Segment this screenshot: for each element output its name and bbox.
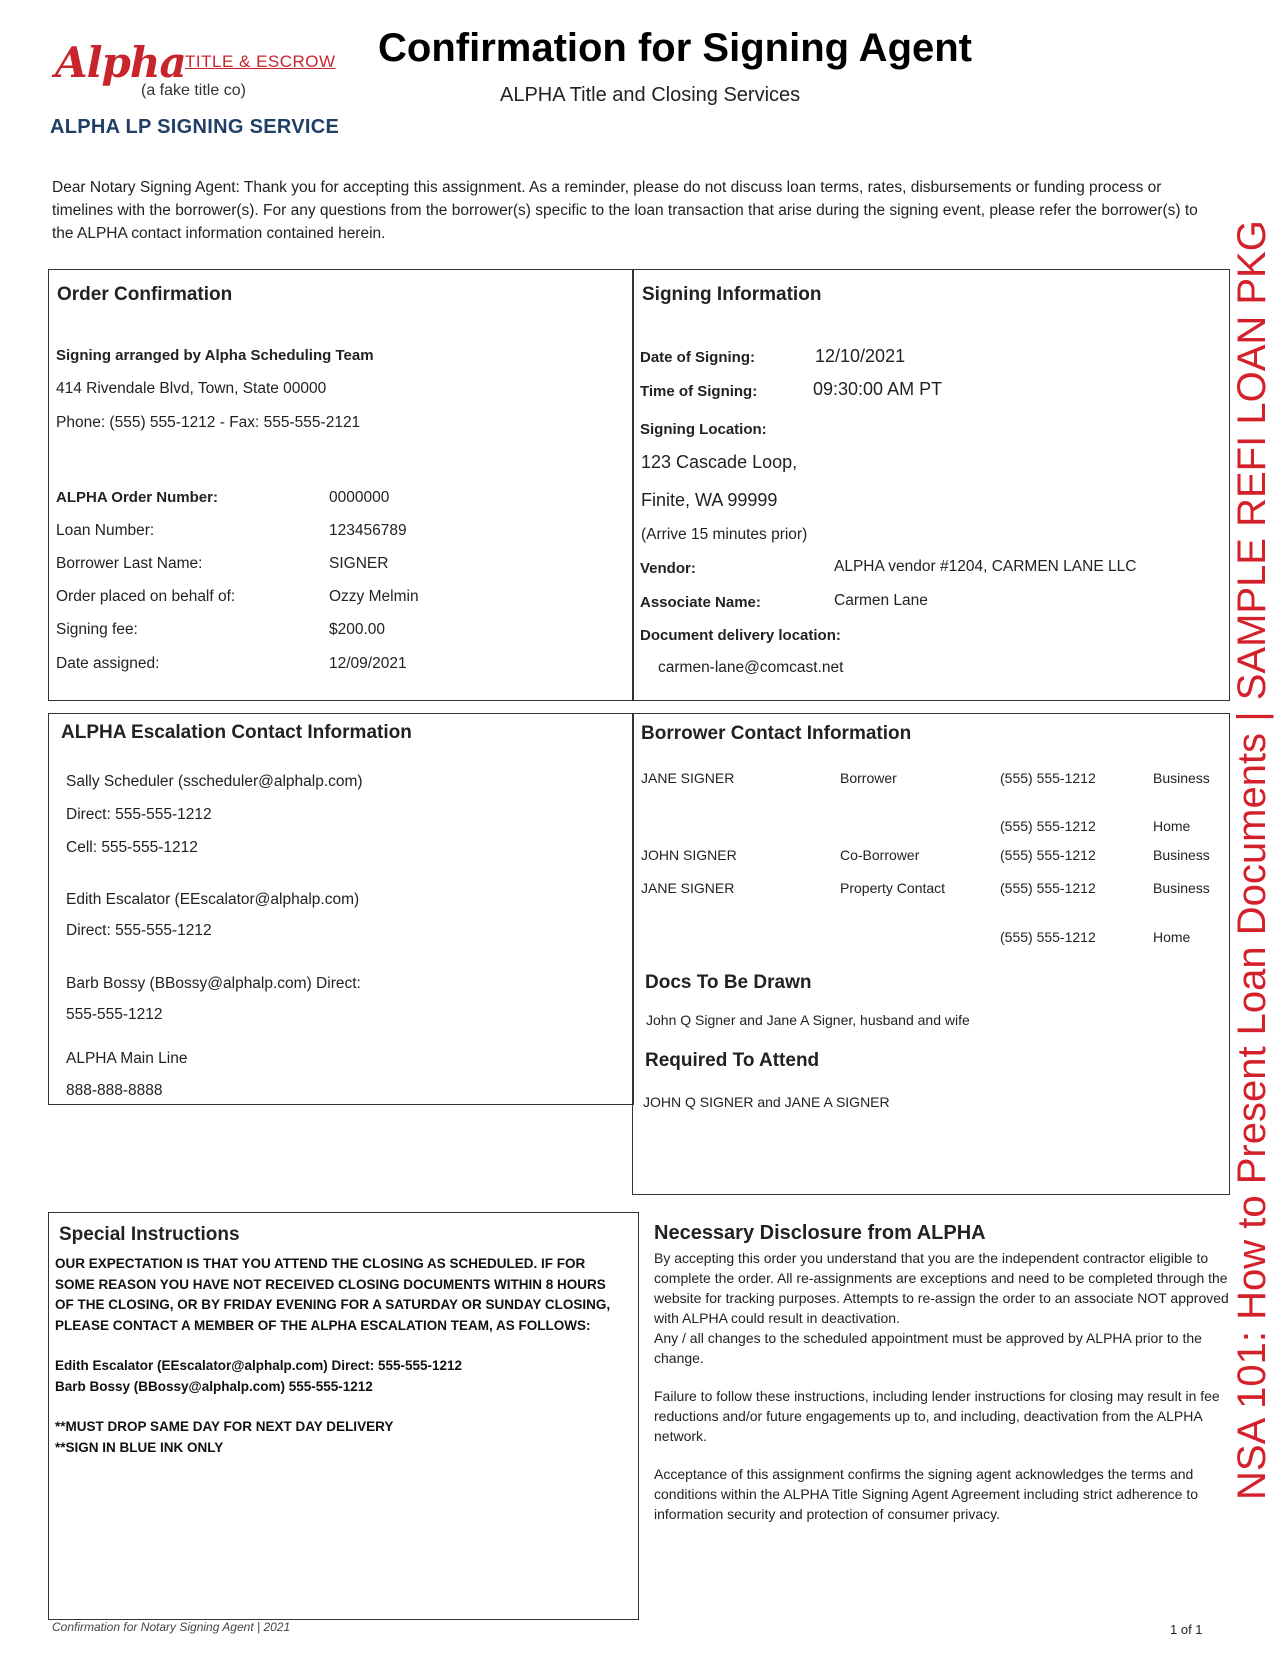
disclosure-p1b: Any / all changes to the scheduled appointment must be approved by ALPHA prior to the change. — [654, 1330, 1202, 1366]
borrower-row-type: Home — [1153, 818, 1191, 834]
signing-location-label: Signing Location: — [640, 421, 767, 438]
date-assigned: 12/09/2021 — [329, 655, 407, 672]
order-number: 0000000 — [329, 489, 390, 506]
signing-date-label: Date of Signing: — [640, 349, 755, 366]
fee-label: Signing fee: — [56, 621, 138, 638]
company-logo — [55, 38, 345, 104]
footer-left: Confirmation for Notary Signing Agent | 2021 — [52, 1620, 291, 1634]
logo-tagline: TITLE & ESCROW — [185, 52, 336, 71]
contact2-name: Edith Escalator (EEscalator@alphalp.com) — [66, 891, 360, 908]
required-to-attend: JOHN Q SIGNER and JANE A SIGNER — [643, 1094, 890, 1110]
borrower-row-name: JANE SIGNER — [641, 880, 735, 896]
scheduling-address: 414 Rivendale Blvd, Town, State 00000 — [56, 380, 327, 397]
escalation-title: ALPHA Escalation Contact Information — [61, 722, 412, 743]
special-note-drop: **MUST DROP SAME DAY FOR NEXT DAY DELIVERY — [55, 1419, 394, 1434]
signing-address-line2: Finite, WA 99999 — [641, 490, 778, 510]
disclosure-p1: By accepting this order you understand that you are the independent contractor eligible to complete the order. All re-assignments are exceptions and need to be completed through the website for tracking purposes. Attempts to re-assign the order to an associate NOT approved with ALPHA could result in deactivation. — [654, 1250, 1229, 1326]
borrower-row-name: JOHN SIGNER — [641, 847, 737, 863]
borrower-row-type: Home — [1153, 929, 1191, 945]
borrower-row-phone: (555) 555-1212 — [1000, 929, 1096, 945]
special-instructions-title: Special Instructions — [59, 1224, 240, 1245]
delivery-email: carmen-lane@comcast.net — [658, 659, 844, 676]
special-note-ink: **SIGN IN BLUE INK ONLY — [55, 1439, 224, 1455]
borrower-row-type: Business — [1153, 847, 1210, 863]
intro-paragraph: Dear Notary Signing Agent: Thank you for accepting this assignment. As a reminder, please do not discuss loan terms, rates, disbursements or funding process or timelines with the borrower(s). For any questions from the borrower(s) specific to the loan transaction that arise during the signing event, please refer the borrower(s) to the ALPHA contact information contained herein. — [52, 179, 1198, 242]
service-name: ALPHA LP SIGNING SERVICE — [50, 116, 340, 138]
disclosure-body — [654, 1248, 1234, 1542]
disclosure-p3: Acceptance of this assignment confirms the signing agent acknowledges the terms and conditions within the ALPHA Title Signing Agent Agreement including strict adherence to information security and protection of consumer privacy. — [654, 1466, 1199, 1522]
special-contact-barb: Barb Bossy (BBossy@alphalp.com) 555-555-1212 — [55, 1378, 373, 1394]
vendor: ALPHA vendor #1204, CARMEN LANE LLC — [834, 558, 1137, 575]
disclosure-title: Necessary Disclosure from ALPHA — [654, 1222, 986, 1244]
logo-brand: Alpha — [55, 38, 186, 87]
docs-title: Docs To Be Drawn — [645, 972, 812, 993]
contact1-name: Sally Scheduler (sscheduler@alphalp.com) — [66, 773, 363, 790]
loan-number: 123456789 — [329, 522, 407, 539]
contact1-cell: Cell: 555-555-1212 — [66, 839, 198, 856]
placed-by: Ozzy Melmin — [329, 588, 419, 605]
borrower-row-phone: (555) 555-1212 — [1000, 770, 1096, 786]
arranged-by: Signing arranged by Alpha Scheduling Team — [56, 347, 374, 364]
borrower-last-label: Borrower Last Name: — [56, 555, 203, 572]
contact3-name: Barb Bossy (BBossy@alphalp.com) Direct: — [66, 975, 361, 992]
contact3-phone: 555-555-1212 — [66, 1006, 163, 1023]
special-expectation: OUR EXPECTATION IS THAT YOU ATTEND THE CLOSING AS SCHEDULED. IF FOR SOME REASON YOU HAVE NOT RECEIVED CLOSING DOCUMENTS WITHIN 8 HOURS OF THE CLOSING, OR BY FRIDAY EVENING FOR A SATURDAY OR SUNDAY CLOSING, PLEASE CONTACT A MEMBER OF THE ALPHA ESCALATION TEAM, AS FOLLOWS: — [55, 1256, 611, 1333]
borrower-row-role: Co-Borrower — [840, 847, 920, 863]
order-number-label: ALPHA Order Number: — [56, 489, 218, 506]
vendor-label: Vendor: — [640, 560, 696, 577]
page-title: Confirmation for Signing Agent — [378, 26, 973, 70]
signing-time-label: Time of Signing: — [640, 383, 758, 400]
delivery-label: Document delivery location: — [640, 627, 841, 644]
arrive-note: (Arrive 15 minutes prior) — [641, 526, 808, 543]
docs-to-be-drawn: John Q Signer and Jane A Signer, husband and wife — [646, 1012, 970, 1028]
contact2-direct: Direct: 555-555-1212 — [66, 922, 212, 939]
borrower-row-type: Business — [1153, 880, 1210, 896]
special-instructions-body — [55, 1254, 615, 1458]
associate-name: Carmen Lane — [834, 592, 928, 609]
signing-time: 09:30:00 AM PT — [813, 379, 943, 399]
page-number: 1 of 1 — [1170, 1622, 1203, 1637]
placed-by-label: Order placed on behalf of: — [56, 588, 236, 605]
page-subtitle: ALPHA Title and Closing Services — [500, 84, 801, 106]
signing-fee: $200.00 — [329, 621, 386, 638]
main-line-label: ALPHA Main Line — [66, 1050, 188, 1067]
signing-information-title: Signing Information — [642, 284, 822, 305]
escalation-box — [48, 713, 634, 1105]
borrower-row-role: Borrower — [840, 770, 897, 786]
contact1-direct: Direct: 555-555-1212 — [66, 806, 212, 823]
main-line-phone: 888-888-8888 — [66, 1082, 163, 1099]
disclosure-p2: Failure to follow these instructions, including lender instructions for closing may result in fee reductions and/or future engagements up to, and including, deactivation from the ALPHA network. — [654, 1388, 1220, 1444]
attend-title: Required To Attend — [645, 1050, 820, 1071]
side-banner: NSA 101: How to Present Loan Documents | SAMPLE REFI LOAN PKG — [1230, 220, 1274, 1500]
scheduling-phone: Phone: (555) 555-1212 - Fax: 555-555-2121 — [56, 414, 361, 431]
borrower-row-name: JANE SIGNER — [641, 770, 735, 786]
borrower-row-type: Business — [1153, 770, 1210, 786]
signing-address-line1: 123 Cascade Loop, — [641, 452, 798, 472]
borrower-contact-title: Borrower Contact Information — [641, 723, 912, 744]
order-confirmation-title: Order Confirmation — [57, 284, 233, 305]
signing-date: 12/10/2021 — [815, 346, 906, 366]
borrower-row-phone: (555) 555-1212 — [1000, 818, 1096, 834]
borrower-row-phone: (555) 555-1212 — [1000, 880, 1096, 896]
borrower-row-role: Property Contact — [840, 880, 946, 896]
logo-subtitle: (a fake title co) — [141, 82, 246, 99]
borrower-last: SIGNER — [329, 555, 389, 572]
special-contact-edith: Edith Escalator (EEscalator@alphalp.com) Direct: 555-555-1212 — [55, 1358, 463, 1373]
loan-number-label: Loan Number: — [56, 522, 155, 539]
assigned-label: Date assigned: — [56, 655, 160, 672]
borrower-row-phone: (555) 555-1212 — [1000, 847, 1096, 863]
associate-label: Associate Name: — [640, 594, 761, 611]
